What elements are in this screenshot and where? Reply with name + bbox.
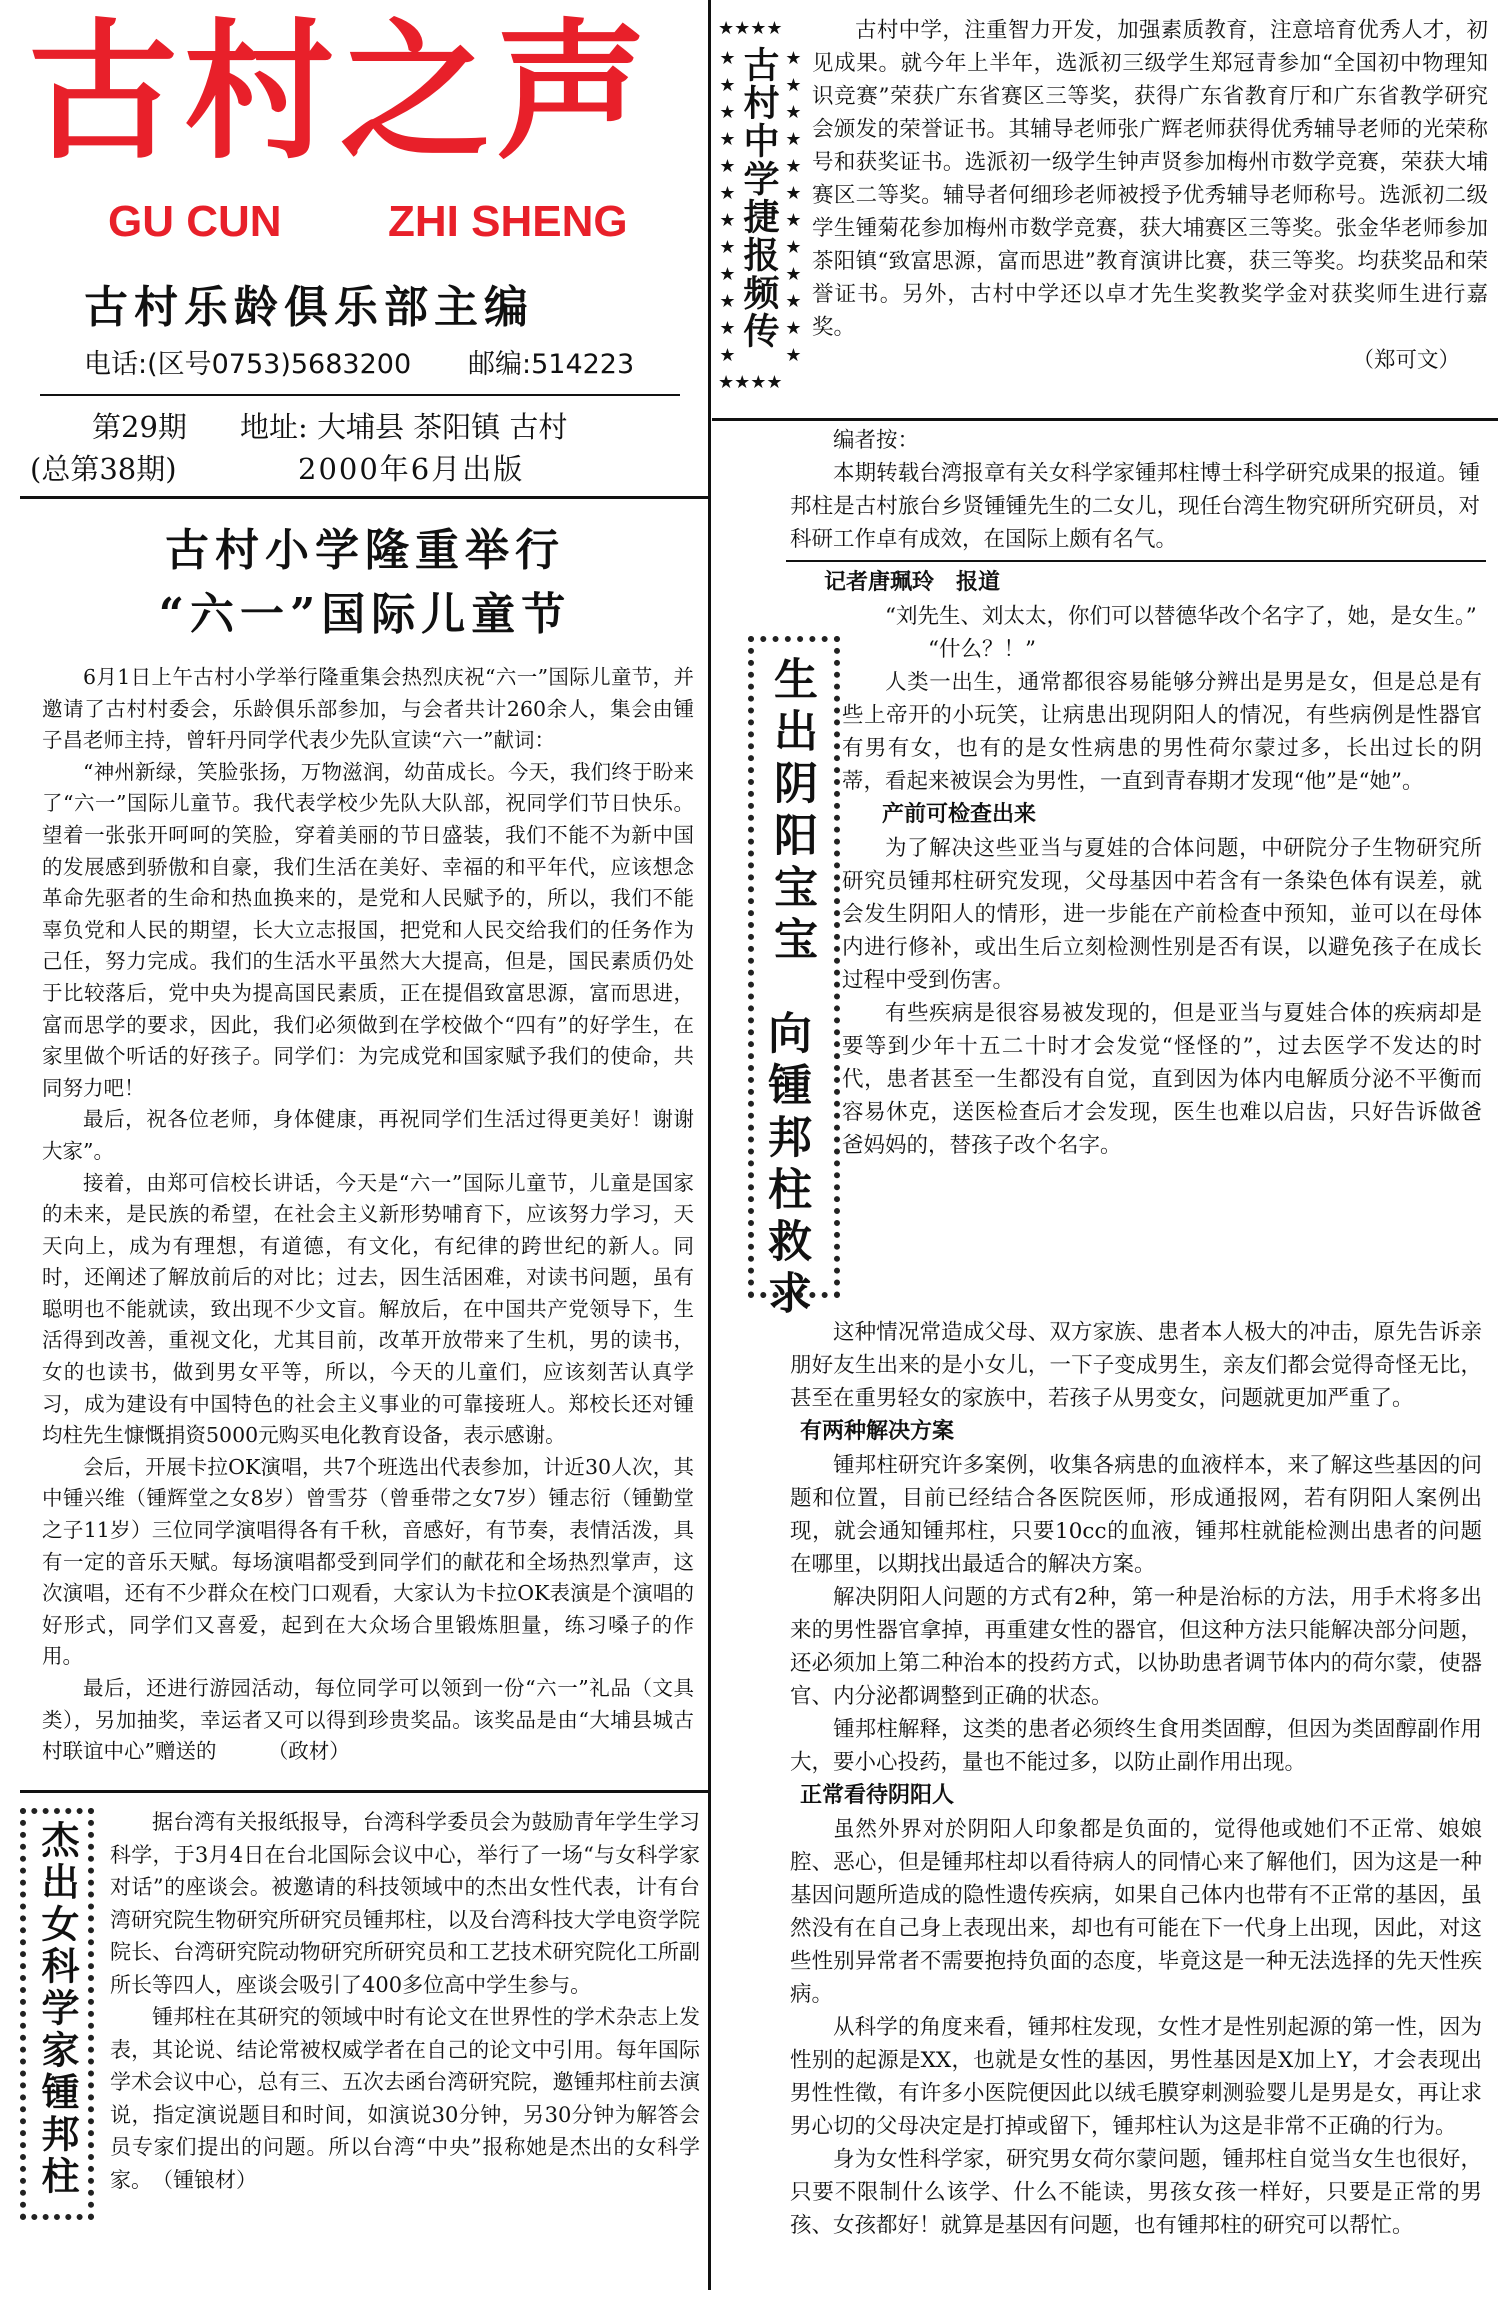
children-day-article xyxy=(42,662,694,1768)
yinyang-section3-paragraph: 身为女性科学家，研究男女荷尔蒙问题，锺邦柱自觉当女生也很好，只要不限制什么该学、什么不能读，男孩女孩一样好，只要是正常的男孩、女孩都好！就算是基因有问题，也有锺邦柱的研究可以帮忙。 xyxy=(790,2147,1482,2238)
yinyang-subhead-2: 有两种解决方案 xyxy=(800,1419,955,1444)
stars-row-bottom: ★★★★ xyxy=(718,372,783,393)
children-day-paragraph: 会后，开展卡拉OK演唱，共7个班选出代表参加，计近30人次，其中锺兴维（锺辉堂之女8岁）曾雪芬（曾垂带之女7岁）锺志衍（锺勤堂之子11岁）三位同学演唱得各有千秋，音感好，有节奏，表情活泼，具有一定的音乐天赋。每场演唱都受到同学们的献花和全场热烈掌声，这次演唱，还有不少群众在校门口观看，大家认为卡拉OK表演是个演唱的好形式，同学们又喜爱，起到在大众场合里锻炼胆量，练习嗓子的作用。 xyxy=(42,1454,694,1669)
masthead-address: 地址: 大埔县 茶阳镇 古村 xyxy=(240,410,568,444)
editor-note xyxy=(790,424,1480,556)
reporter-byline: 记者唐珮玲 报道 xyxy=(824,570,1001,595)
yinyang-section2-paragraph: 锺邦柱解释，这类的患者必须终生食用类固醇，但因为类固醇副作用大，要小心投药，量也不能过多，以防止副作用出现。 xyxy=(790,1717,1482,1775)
children-day-paragraph: 最后，祝各位老师，身体健康，再祝同学们生活过得更美好！谢谢大家”。 xyxy=(42,1107,694,1163)
female-scientist-article xyxy=(110,1806,700,2196)
female-scientist-side-title-box xyxy=(20,1808,94,2220)
publish-date: 2000年6月出版 xyxy=(298,452,525,486)
children-day-author: （政材） xyxy=(277,1739,350,1764)
stars-column-right: ★★★★★★★★★★★★ xyxy=(783,48,804,372)
masthead-pinyin-left: GU CUN xyxy=(108,197,282,246)
yinyang-intro-paragraph: “刘先生、刘太太，你们可以替德华改个名字了，她，是女生。” xyxy=(885,604,1477,629)
stars-column-left: ★★★★★★★★★★★★ xyxy=(717,48,738,372)
masthead-pinyin-right: ZHI SHENG xyxy=(388,197,628,246)
yinyang-side-title-2: 向锺邦柱救求 xyxy=(760,1010,811,1322)
yinyang-section2-paragraph: 解决阴阳人问题的方式有2种，第一种是治标的方法，用手术将多出来的男性器官拿掉，再重建女性的器官，但这种方法只能解决部分问题，还必须加上第二种治本的投药方式，以协助患者调节体内的荷尔蒙，使器官、内分泌都调整到正确的状态。 xyxy=(790,1585,1482,1709)
female-scientist-paragraph: 据台湾有关报纸报导，台湾科学委员会为鼓励青年学生学习科学，于3月4日在台北国际会议中心，举行了一场“与女科学家对话”的座谈会。被邀请的科技领域中的杰出女性代表，计有台湾研究院生物研究所研究员锺邦柱，以及台湾科技大学电资学院院长、台湾研究院动物研究所研究员和工艺技术研究院化工所副所长等四人，座谈会吸引了400多位高中学生参与。 xyxy=(110,1810,700,1997)
issue-number: 第29期 xyxy=(92,410,187,444)
yinyang-section2-paragraph: 锺邦柱研究许多案例，收集各病患的血液样本，来了解这些基因的问题和位置，目前已经结合各医院医师，形成通报网，若有阴阳人案例出现，就会通知锺邦柱，只要10cc的血液，锺邦柱就能检测出患者的问题在哪里，以期找出最适合的解决方案。 xyxy=(790,1453,1482,1577)
school-news-side-title: 古村中学捷报频传 xyxy=(738,46,779,350)
editor-note-label: 编者按： xyxy=(833,428,920,453)
yinyang-intro-paragraph: “什么？！” xyxy=(928,637,1036,662)
school-news-author: （郑可文） xyxy=(1352,348,1460,373)
column-divider xyxy=(708,0,711,2290)
masthead-editor: 古村乐龄俱乐部主编 xyxy=(84,282,534,333)
yinyang-section1-paragraph: 这种情况常造成父母、双方家族、患者本人极大的冲击，原先告诉亲朋好友生出来的是小女儿，一下子变成男生，亲友们都会觉得奇怪无比，甚至在重男轻女的家族中，若孩子从男变女，问题就更加严重了。 xyxy=(790,1320,1482,1411)
yinyang-subhead-3: 正常看待阴阳人 xyxy=(800,1783,955,1808)
yinyang-section1-paragraph: 有些疾病是很容易被发现的，但是亚当与夏娃合体的疾病却是要等到少年十五二十时才会发觉“怪怪的”，过去医学不发达的时代，患者甚至一生都没有自觉，直到因为体内电解质分泌不平衡而容易休克，送医检查后才会发现，医生也难以启齿，只好告诉做爸爸妈妈的，替孩子改个名字。 xyxy=(842,1001,1482,1158)
yinyang-section3-paragraph: 从科学的角度来看，锺邦柱发现，女性才是性别起源的第一性，因为性别的起源是XX，也就是女性的基因，男性基因是X加上Y，才会表现出男性性徵，有许多小医院便因此以绒毛膜穿刺测验婴儿是男是女，再让求男心切的父母决定是打掉或留下，锺邦柱认为这是非常不正确的行为。 xyxy=(790,2015,1482,2139)
masthead-title: 古村之声 xyxy=(28,6,653,180)
children-day-headline-1: 古村小学隆重举行 xyxy=(165,525,565,576)
yinyang-intro xyxy=(842,600,1482,1162)
stars-row-top: ★★★★ xyxy=(718,18,783,39)
yinyang-side-title-1: 生出阴阳宝宝 xyxy=(766,656,817,968)
female-scientist-paragraph: 锺邦柱在其研究的领域中时有论文在世界性的学术杂志上发表，其论说、结论常被权威学者在自己的论文中引用。每年国际学术会议中心，总有三、五次去函台湾研究院，邀锺邦柱前去演说，指定演说题目和时间，如演说30分钟，另30分钟为解答会员专家们提出的问题。所以台湾“中央”报称她是杰出的女科学家。 （锺锒材） xyxy=(110,2005,700,2192)
yinyang-section3-paragraph: 虽然外界对於阴阳人印象都是负面的，觉得他或她们不正常、娘娘腔、恶心，但是锺邦柱却以看待病人的同情心来了解他们，因为这是一种基因问题所造成的隐性遗传疾病，如果自己体内也带有不正常的基因，虽然没有在自己身上表现出来，却也有可能在下一代身上出现，因此，对这些性别异常者不需要抱持负面的态度，毕竟这是一种无法选择的先天性疾病。 xyxy=(790,1817,1482,2007)
children-day-paragraph: 6月1日上午古村小学举行隆重集会热烈庆祝“六一”国际儿童节，并邀请了古村村委会，乐龄俱乐部参加，与会者共计260余人，集会由锺子昌老师主持，曾轩丹同学代表少先队宣读“六一”献词： xyxy=(42,665,694,753)
children-day-headline-2: “六一”国际儿童节 xyxy=(158,589,572,640)
female-scientist-side-title: 杰出女科学家锺邦柱 xyxy=(35,1820,79,2198)
masthead-divider xyxy=(40,394,680,396)
children-day-paragraph: “神州新绿，笑脸张扬，万物滋润，幼苗成长。今天，我们终于盼来了“六一”国际儿童节。我代表学校少先队大队部，祝同学们节日快乐。望着一张张开呵呵的笑脸，穿着美丽的节日盛装，我们不能不为新中国的发展感到骄傲和自豪，我们生活在美好、幸福的和平年代，应该想念革命先驱者的生命和热血换来的，是党和人民赋予的，所以，我们不能辜负党和人民的期望，长大立志报国，把党和人民交给我们的任务作为己任，努力完成。我们的生活水平虽然大大提高，但是，国民素质仍处于比较落后，党中央为提高国民素质，正在提倡致富思源，富而思进，富而思学的要求，因此，我们必须做到在学校做个“四有”的好学生，在家里做个听话的好孩子。同学们：为完成党和国家赋予我们的使命，共同努力吧！ xyxy=(42,759,694,1100)
yinyang-intro-paragraph: 人类一出生，通常都很容易能够分辨出是男是女，但是总是有些上帝开的小玩笑，让病患出现阴阳人的情况，有些病例是性器官有男有女，也有的是女性病患的男性荷尔蒙过多，长出过长的阴蒂，看起来被误会为男性，一直到青春期才发现“他”是“她”。 xyxy=(842,670,1482,794)
children-day-paragraph: 接着，由郑可信校长讲话，今天是“六一”国际儿童节，儿童是国家的未来，是民族的希望，在社会主义新形势哺育下，应该努力学习，天天向上，成为有理想，有道德，有文化，有纪律的跨世纪的新人。同时，还阐述了解放前后的对比；过去，因生活困难，对读书问题，虽有聪明也不能就读，致出现不少文盲。解放后，在中国共产党领导下，生活得到改善，重视文化，尤其目前，改革开放带来了生机，男的读书，女的也读书，做到男女平等，所以，今天的儿童们，应该刻苦认真学习，成为建设有中国特色的社会主义事业的可靠接班人。郑校长还对锺均柱先生慷慨捐资5000元购买电化教育设备，表示感谢。 xyxy=(42,1170,694,1448)
editor-note-text: 本期转载台湾报章有关女科学家锺邦柱博士科学研究成果的报道。锺邦柱是古村旅台乡贤锺锺先生的二女儿，现任台湾生物究研所究研员，对科研工作卓有成效，在国际上颇有名气。 xyxy=(790,461,1480,552)
yinyang-section1-paragraph: 为了解决这些亚当与夏娃的合体问题，中研院分子生物研究所研究员锺邦柱研究发现，父母基因中若含有一条染色体有误差，就会发生阴阳人的情形，进一步能在产前检查中预知，並可以在母体内进行修补，或出生后立刻检测性别是否有误，以避免孩子在成长过程中受到伤害。 xyxy=(842,836,1482,993)
school-news-text: 古村中学，注重智力开发，加强素质教育，注意培育优秀人才，初见成果。就今年上半年，选派初三级学生郑冠青参加“全国初中物理知识竞赛”荣获广东省赛区三等奖，获得广东省教育厅和广东省教学研究会颁发的荣誉证书。其辅导老师张广辉老师获得优秀辅导老师的光荣称号和获奖证书。选派初一级学生钟声贤参加梅州市数学竞赛，荣获大埔赛区二等奖。辅导者何细珍老师被授予优秀辅导老师称号。选派初二级学生锺菊花参加梅州市数学竞赛，获大埔赛区三等奖。张金华老师参加茶阳镇“致富思源，富而思进”教育演讲比赛，获三等奖。均获奖品和荣誉证书。另外，古村中学还以卓才先生奖教奖学金对获奖师生进行嘉奖。 xyxy=(812,18,1488,340)
children-day-bottom-rule xyxy=(20,1790,710,1793)
school-news-side-title-box xyxy=(718,20,804,392)
masthead-bottom-rule xyxy=(20,496,710,499)
children-day-paragraph: 最后，还进行游园活动，每位同学可以领到一份“六一”礼品（文具类），另加抽奖，幸运者又可以得到珍贵奖品。该奖品是由“大埔县城古村联谊中心”赠送的 （政材） xyxy=(42,1676,694,1764)
yinyang-main xyxy=(790,1316,1482,2242)
female-scientist-author: （锺锒材） xyxy=(162,2167,257,2192)
total-issue-number: (总第38期) xyxy=(30,452,177,486)
school-news-bottom-rule xyxy=(712,418,1498,421)
editor-note-rule xyxy=(786,560,1486,562)
school-news-article xyxy=(812,14,1488,377)
masthead-postcode: 邮编:514223 xyxy=(468,349,635,380)
masthead-phone: 电话:(区号0753)5683200 xyxy=(84,349,412,380)
yinyang-subhead-1: 产前可检查出来 xyxy=(882,802,1037,827)
